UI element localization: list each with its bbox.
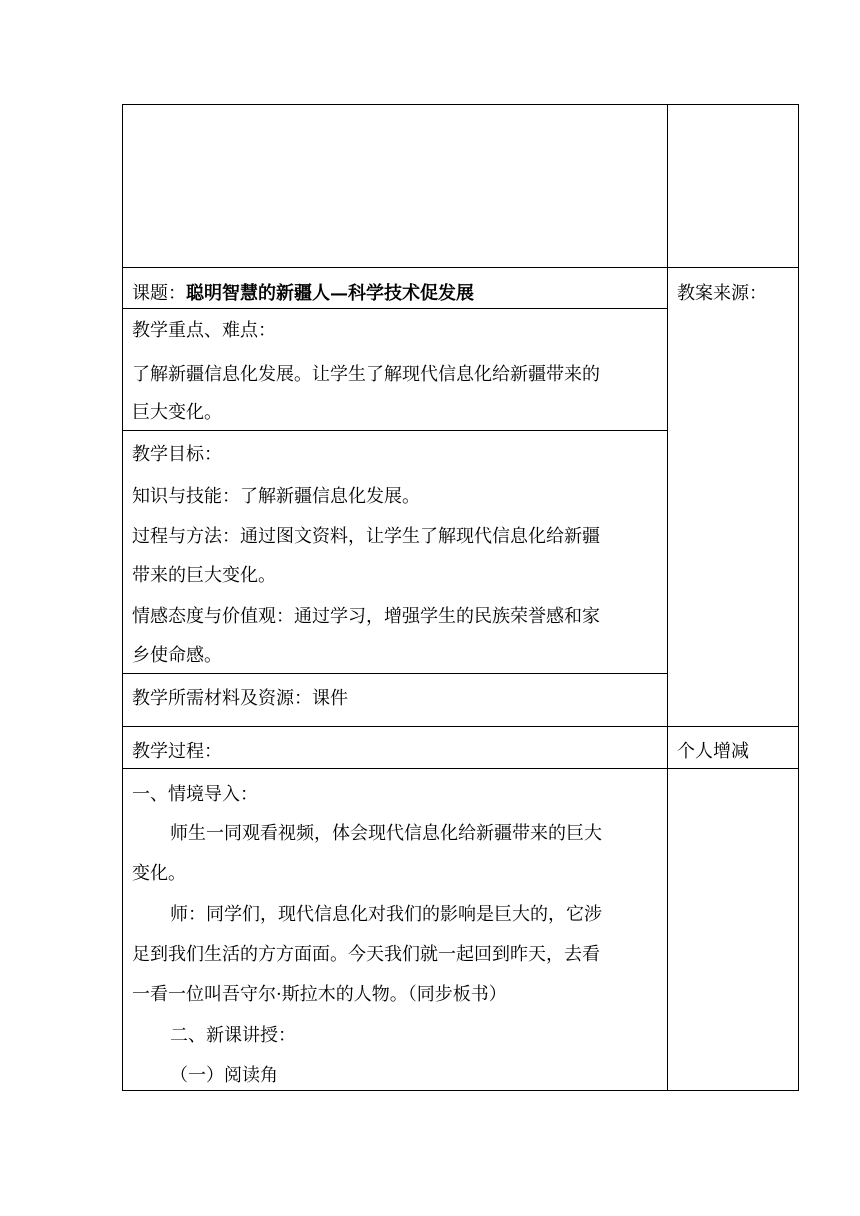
process-line: 二、新课讲授： bbox=[170, 1025, 296, 1046]
process-line: 足到我们生活的方方面面。今天我们就一起回到昨天，去看 bbox=[132, 944, 600, 965]
table-border-right bbox=[798, 104, 799, 1091]
objective-line: 知识与技能：了解新疆信息化发展。 bbox=[132, 486, 420, 507]
divider-process-body bbox=[122, 768, 799, 769]
process-line: 变化。 bbox=[132, 863, 186, 884]
divider-title-row bbox=[122, 267, 799, 268]
objective-line: 情感态度与价值观：通过学习，增强学生的民族荣誉感和家 bbox=[132, 606, 600, 627]
source-label: 教案来源： bbox=[677, 283, 767, 304]
lesson-title-row bbox=[132, 279, 474, 309]
table-border-top bbox=[122, 104, 799, 105]
process-line: 师：同学们，现代信息化对我们的影响是巨大的，它涉 bbox=[170, 904, 602, 925]
process-line: 一看一位叫吾守尔·斯拉木的人物。（同步板书） bbox=[132, 984, 507, 1005]
table-border-left bbox=[122, 104, 123, 1091]
process-line: （一）阅读角 bbox=[170, 1065, 278, 1086]
divider-objectives bbox=[122, 430, 668, 431]
personal-adjust-label: 个人增减 bbox=[677, 741, 749, 762]
process-line: 一、情境导入： bbox=[132, 784, 258, 805]
objective-line: 带来的巨大变化。 bbox=[132, 565, 276, 586]
key-points-line-2: 巨大变化。 bbox=[132, 402, 222, 423]
divider-process-header bbox=[122, 726, 799, 727]
key-points-line-1: 了解新疆信息化发展。让学生了解现代信息化给新疆带来的 bbox=[132, 364, 600, 385]
column-divider bbox=[667, 104, 668, 1091]
objective-line: 过程与方法：通过图文资料，让学生了解现代信息化给新疆 bbox=[132, 526, 600, 547]
lesson-title: 聪明智慧的新疆人—科学技术促发展 bbox=[186, 283, 474, 304]
materials-line: 教学所需材料及资源：课件 bbox=[132, 688, 348, 709]
title-label: 课题： bbox=[132, 283, 186, 304]
process-label: 教学过程： bbox=[132, 741, 222, 762]
divider-materials bbox=[122, 673, 668, 674]
process-line: 师生一同观看视频，体会现代信息化给新疆带来的巨大 bbox=[170, 823, 602, 844]
key-points-label: 教学重点、难点： bbox=[132, 320, 276, 341]
objective-line: 乡使命感。 bbox=[132, 645, 222, 666]
objectives-label: 教学目标： bbox=[132, 444, 222, 465]
